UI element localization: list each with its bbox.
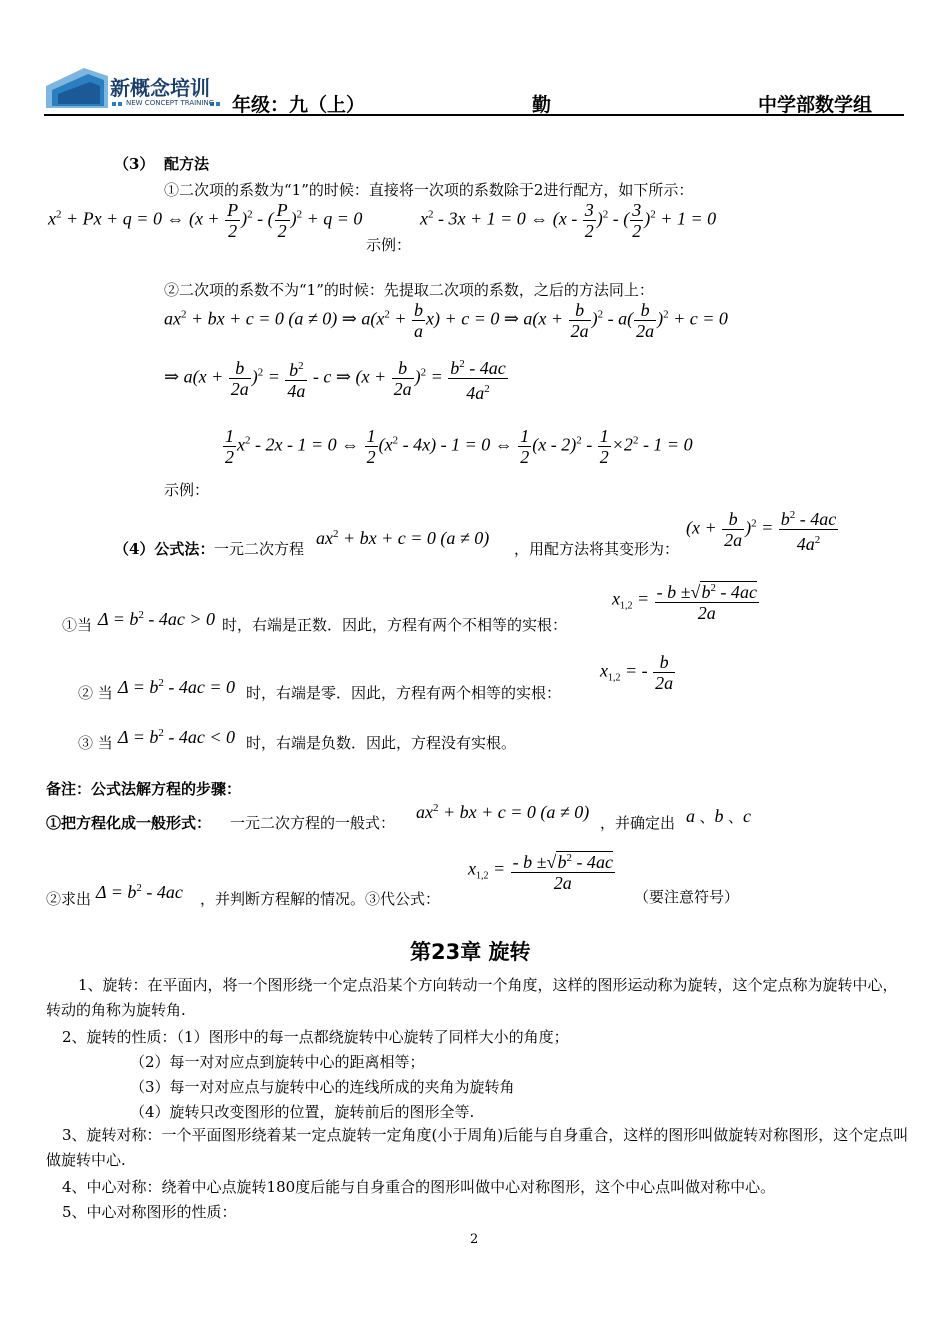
step2-prefix: ②求出 (46, 890, 92, 908)
section-4-label: （4）公式法： (114, 540, 215, 558)
formula-delta-zero: $\Delta = b^2 - 4ac = 0$ (118, 677, 236, 697)
section-3-line1: ①二次项的系数为“1”的时候：直接将一次项的系数除于2进行配方，如下所示： (164, 181, 694, 199)
header-right: 中学部数学组 (758, 94, 873, 116)
logo-text: 新概念培训 (110, 76, 210, 100)
example-label-2: 示例： (164, 481, 210, 499)
central-symmetry: 4、中心对称：绕着中心点旋转180度后能与自身重合的图形叫做中心对称图形，这个中心点叫做对称中心。 (62, 1178, 776, 1196)
formula-general-form-2: $ax^2$ + bx + c = 0 (a ≠ 0) (416, 802, 590, 822)
formula-example-1: $x^2 - 3x + 1 = 0$ ⇔ (x - $\frac{3}{2}$ )$^2$ - ( $\frac{3}{2}$ )$^2$ + 1 = 0 (420, 200, 717, 241)
case2-text: 时，右端是零．因此，方程有两个相等的实根： (246, 684, 562, 702)
step1-bold: ①把方程化成一般形式： (46, 814, 212, 832)
note-title: 备注：公式法解方程的步骤： (46, 780, 242, 798)
case3-text: 时，右端是负数．因此，方程没有实根。 (246, 734, 517, 752)
rotation-property-4: （4）旋转只改变图形的位置，旋转前后的图形全等. (130, 1103, 475, 1121)
section-3-line2: ②二次项的系数不为“1”的时候：先提取二次项的系数，之后的方法同上： (164, 281, 654, 299)
coefficients-abc: a 、b 、c (686, 806, 752, 826)
step1-text: 一元二次方程的一般式： (230, 814, 396, 832)
case3-prefix: ③ 当 (78, 734, 113, 752)
rotation-property-3: （3）每一对对应点与旋转中心的连线所成的夹角为旋转角 (130, 1078, 515, 1096)
case1-prefix: ①当 (62, 616, 93, 634)
formula-delta: $\Delta = b^2 - 4ac$ (96, 882, 183, 902)
header-grade: 年级：九（上） (232, 94, 366, 116)
header-center: 勤 (532, 94, 552, 116)
section-4-text1: 一元二次方程 (214, 540, 305, 558)
formula-general-square-2: ⇒ a(x + $\frac{b}{2a}$ )$^2$ = $\frac{b^2}{4a}$ - c ⇒ (x + $\frac{b}{2a}$ )$^2$ = $\frac{b^2 - 4ac}{4a^2}$ (164, 354, 509, 403)
formula-general-form: $ax^2$ + bx + c = 0 (a ≠ 0) (316, 528, 490, 548)
formula-complete-square-1: $x^2 + Px + q = 0$ ⇔ (x + $\frac{P}{2}$ )$^2$ - ( $\frac{P}{2}$ )$^2$ + q = 0 (48, 200, 363, 241)
rotation-property-2: （2）每一对对应点到旋转中心的距离相等； (130, 1053, 425, 1071)
header-divider (44, 114, 904, 116)
formula-quadratic: $x_{1,2}$ = $\frac{- b \pm√b^2 - 4ac}{2a}$ (468, 848, 616, 893)
step2-tail: （要注意符号） (634, 888, 740, 906)
formula-roots-two: $x_{1,2}$ = $\frac{- b \pm√b^2 - 4ac}{2a}$ (612, 578, 760, 623)
formula-transformed: (x + $\frac{b}{2a}$ )$^2$ = $\frac{b^2 - 4ac}{4a^2}$ (686, 505, 839, 554)
case1-text: 时，右端是正数．因此，方程有两个不相等的实根： (222, 616, 568, 634)
formula-delta-negative: $\Delta = b^2 - 4ac < 0$ (118, 727, 236, 747)
logo (44, 68, 224, 110)
formula-example-2: $\frac{1}{2}$ $x^2 - 2x - 1 = 0$ ⇔ $\frac{1}{2}$ $(x^2 - 4x) - 1 = 0$ ⇔ $\frac{1}{2}$ (x - 2)$^2$ - $\frac{1}{2}$ $\times 2^2 - 1 = 0$ (225, 426, 693, 467)
step1-tail: ，并确定出 (600, 814, 676, 832)
section-3-title: 配方法 (164, 155, 210, 173)
formula-roots-equal: $x_{1,2}$ = - $\frac{b}{2a}$ (600, 652, 674, 693)
rotational-symmetry: 3、旋转对称：一个平面图形绕着某一定点旋转一定角度(小于周角)后能与自身重合，这样的图形叫做旋转对称图形，这个定点叫做旋转中心. (46, 1126, 909, 1169)
step2-text: ，并判断方程解的情况。③代公式： (200, 890, 441, 908)
section-3-number: （3） (114, 155, 155, 173)
formula-delta-positive: $\Delta = b^2 - 4ac > 0$ (98, 609, 216, 629)
rotation-definition: 1、旋转：在平面内，将一个图形绕一个定点沿某个方向转动一个角度，这样的图形运动称为旋转，这个定点称为旋转中心，转动的角称为旋转角. (46, 976, 898, 1019)
rotation-properties: 2、旋转的性质：（1）图形中的每一点都绕旋转中心旋转了同样大小的角度； (62, 1028, 569, 1046)
logo-subtext: NEW CONCEPT TRAINING (126, 99, 215, 107)
section-4-text2: ，用配方法将其变形为： (514, 540, 680, 558)
page-number: 2 (470, 1232, 479, 1247)
central-symmetry-properties: 5、中心对称图形的性质： (62, 1203, 237, 1221)
example-label-1: 示例： (366, 236, 412, 254)
chapter-title: 第23章 旋转 (410, 940, 531, 964)
case2-prefix: ② 当 (78, 684, 113, 702)
formula-general-square-1: $ax^2$ + bx + c = 0 (a ≠ 0) ⇒ $a(x^2$ + $\frac{b}{a}$ x) + c = 0 ⇒ a(x + $\frac{b}{2a}$ )$^2$ - a( $\frac{b}{2a}$ )$^2$ + c = 0 (164, 300, 728, 341)
